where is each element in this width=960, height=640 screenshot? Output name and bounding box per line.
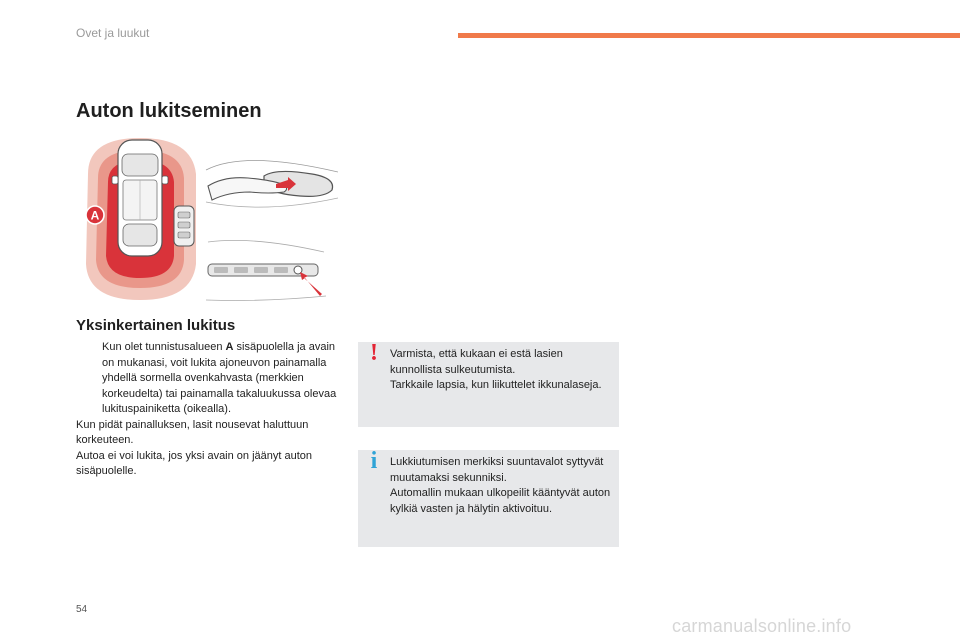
bullet-rest: sisäpuolella ja avain on mukanasi, voit lukita ajoneuvon painamalla yhdellä sormella ovenkahvasta (merkkien korkeudelta) tai painamalla takaluukussa olevaa lukituspainiketta (oikealla). [102, 341, 337, 415]
boot-button-icon [204, 238, 328, 304]
watermark: carmanualsonline.info [672, 616, 852, 636]
warning-note [358, 342, 619, 427]
paragraph-windows: Kun pidät painalluksen, lasit nousevat haluttuun korkeuteen. [76, 418, 309, 446]
header-accent-bar [458, 33, 960, 38]
info-line-1: Lukkiutumisen merkiksi suuntavalot syttyvät muutamaksi sekunniksi. [390, 456, 604, 484]
page-number: 54 [76, 604, 88, 615]
warning-icon: ! [370, 340, 378, 366]
info-line-2: Automallin mukaan ulkopeilit kääntyvät auton kylkiä vasten ja hälytin aktivoituu. [390, 487, 611, 515]
checkbox-bullet-icon [76, 340, 102, 418]
bullet-text [102, 340, 344, 418]
car-top-view-icon [78, 134, 208, 304]
zone-label: A [90, 208, 100, 223]
info-note [358, 450, 619, 547]
key-fob-icon [174, 206, 194, 246]
paragraph-key-inside: Autoa ei voi lukita, jos yksi avain on jäänyt auton sisäpuolelle. [76, 449, 313, 477]
info-icon: i [370, 448, 378, 474]
page-title: Auton lukitseminen [76, 100, 262, 122]
warning-line-1: Varmista, että kukaan ei estä lasien kunnollista sulkeutumista. [390, 348, 563, 376]
bullet-prefix: Kun olet tunnistusalueen [102, 341, 226, 353]
door-handle-icon [204, 150, 338, 216]
section-subtitle: Yksinkertainen lukitus [76, 317, 236, 334]
warning-line-2: Tarkkaile lapsia, kun liikuttelet ikkunalaseja. [390, 379, 602, 391]
list-item [76, 340, 344, 418]
zone-reference: A [225, 341, 234, 353]
body-text [76, 340, 344, 480]
section-header: Ovet ja luukut [76, 26, 150, 40]
